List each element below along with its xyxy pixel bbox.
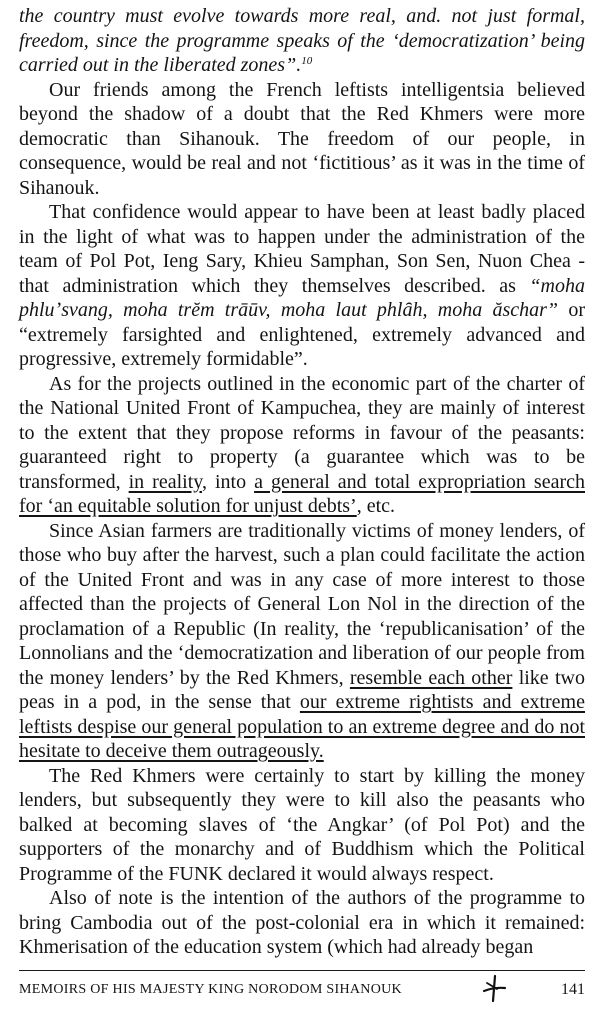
footer-rule [19, 970, 585, 971]
handwritten-underline-2: a general and total expropriation search for ‘an equitable solution for unjust debts’ [19, 470, 586, 517]
handwritten-mark-icon [481, 974, 507, 1009]
handwritten-underline-1: in reality [128, 470, 202, 493]
handwritten-underline-3: resemble each other [349, 666, 513, 689]
paragraph-2 [19, 200, 585, 372]
paragraph-4 [19, 519, 585, 764]
paragraph-6: Also of note is the intention of the authors of the programme to bring Cambodia out of the post-colonial era in which it remained: Khmerisation of the education system (which had already began [19, 887, 585, 958]
khmer-phrase: “moha phluʼsvang, moha trĕm trāūv, moha laut phlȃh, moha ăschar” [19, 274, 585, 321]
paragraph-2-text-a: That confidence would appear to have been at least badly placed in the light of what was to happen under the administration of the team of Pol Pot, Ieng Sary, Khieu Samphan, Son Sen, Nuon Chea -that administration which they themselves described. as [19, 201, 585, 297]
page-footer [19, 976, 585, 1006]
paragraph-4-text-a: Since Asian farmers are traditionally victims of money lenders, of those who buy after the harvest, such a plan could facilitate the action of the United Front and was in any case of more interest to those affected than the projects of General Lon Nol in the direction of the proclamation of a Republic (In reality, the ‘republicanisation’ of the Lonnolians and the ‘democratization and liberation of our people from the money lenders’ by the Red Khmers, [19, 519, 585, 689]
quote-text: the country must evolve towards more real, and. not just formal, freedom, since the programme speaks of the ‘democratization’ being carried out in the liberated zones”. [19, 5, 585, 76]
page-body [19, 4, 585, 960]
paragraph-1: Our friends among the French leftists intelligentsia believed beyond the shadow of a doubt that the Red Khmers were more democratic than Sihanouk. The freedom of our people, in consequence, would be real and not ‘fictitious’ as it was in the time of Sihanouk. [19, 78, 585, 199]
handwritten-underline-4: our extreme rightists and extreme leftists despise our general population to an extreme degree and do not hesitate to deceive them outrageously. [19, 691, 585, 762]
paragraph-3-text-c: , etc. [356, 495, 396, 517]
footnote-marker: 10 [301, 55, 313, 67]
paragraph-3-text-b: , into [201, 470, 255, 493]
quote-block [19, 4, 585, 78]
running-head: MEMOIRS OF HIS MAJESTY KING NORODOM SIHANOUK [19, 982, 402, 997]
paragraph-3 [19, 372, 585, 519]
paragraph-2-text-b: or “extremely farsighted and enlightened, extremely advanced and progressive, extremely formidable”. [19, 299, 585, 370]
paragraph-3-text-a: As for the projects outlined in the economic part of the charter of the National United Front of Kampuchea, they are mainly of interest to the extent that they propose reforms in favour of the peasants: guaranteed right to property (a guarantee which was to be transformed, [19, 372, 585, 493]
paragraph-5: The Red Khmers were certainly to start by killing the money lenders, but subsequently they were to kill also the peasants who balked at becoming slaves of ‘the Angkar’ (of Pol Pot) and the supporters of the monarchy and of Buddhism which the Political Programme of the FUNK declared it would always respect. [19, 764, 585, 885]
paragraph-4-text-b: like two peas in a pod, in the sense that [19, 666, 585, 713]
page-number: 141 [561, 981, 585, 998]
